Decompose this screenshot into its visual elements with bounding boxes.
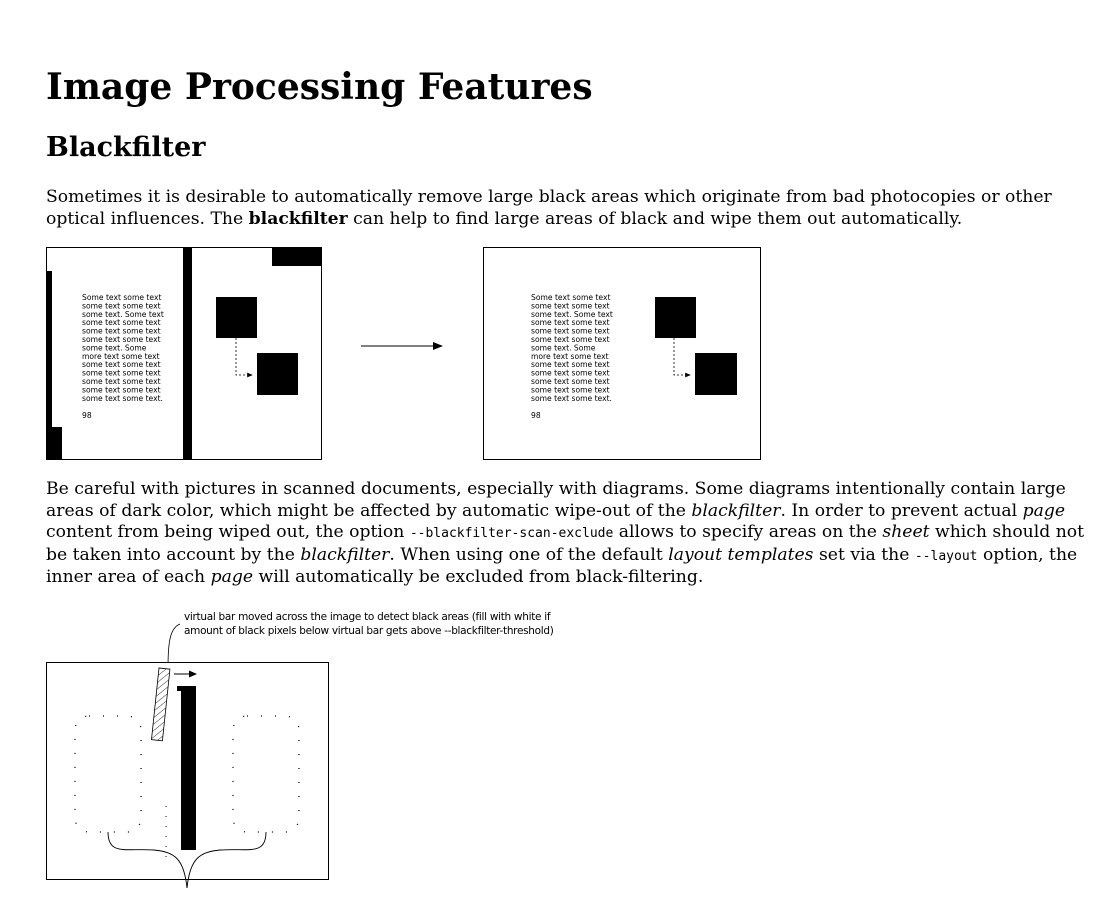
sample-text-line: some text. Some text — [531, 309, 613, 319]
after-black-square-1 — [655, 297, 696, 338]
sample-text-line: some text. Some text — [82, 309, 164, 319]
sample-text-line: some text some text — [531, 335, 610, 344]
sample-text-line: some text some text — [531, 360, 610, 370]
before-black-square-2 — [257, 353, 298, 395]
caution-text-7: set via the — [813, 544, 915, 565]
after-black-square-2 — [695, 353, 737, 395]
sample-text-line: some text some text — [531, 301, 610, 311]
section-heading: Blackfilter — [46, 132, 206, 163]
caution-text-5: which should not be taken into account by the — [46, 522, 1085, 565]
black-bar-cap — [177, 686, 196, 691]
sample-text-line: some text some text — [82, 301, 161, 311]
intro-bold-term: blackfilter — [248, 208, 348, 229]
sample-text-line: some text some text — [531, 368, 610, 378]
sample-text-line: more text some text — [531, 351, 609, 361]
caution-text-8: option, the inner area of each — [46, 544, 1078, 587]
caution-text-1: Be careful with pictures in scanned documents, especially with diagrams. Some diagrams intentionally contain large areas of dark color, which might be affected by automatic wipe-out of the — [46, 479, 1066, 521]
before-black-square-1 — [216, 297, 257, 338]
virtual-bar-caption-line2: amount of black pixels below virtual bar gets above --blackfilter-threshold) — [184, 625, 554, 637]
sample-text-line: some text some text. — [82, 393, 163, 403]
caution-text-3: content from being wiped out, the option — [46, 522, 410, 542]
virtual-bar-diagram — [46, 606, 646, 906]
caution-text-4: allows to specify areas on the — [613, 522, 883, 542]
blackfilter-before-after-figure — [46, 247, 766, 463]
intro-text-2: can help to find large areas of black and wipe them out automatically. — [347, 208, 963, 229]
before-sheet — [46, 247, 322, 460]
caution-italic-4: blackfilter — [300, 544, 390, 565]
sample-text-line: some text some text — [82, 335, 161, 344]
sample-text-line: some text some text — [82, 326, 161, 336]
sample-text-line: some text some text — [82, 385, 161, 395]
caution-italic-1: blackfilter — [691, 500, 781, 521]
sample-text-line: more text some text — [82, 351, 160, 361]
sample-page-number: 98 — [531, 411, 541, 421]
caution-text-9: will automatically be excluded from black-filtering. — [253, 567, 704, 587]
left-black-corner — [46, 427, 62, 460]
sample-text-line: some text some text. — [531, 393, 612, 403]
sample-page-number: 98 — [82, 411, 92, 421]
intro-text-1: Sometimes it is desirable to automatically remove large black areas which originate from bad photocopies or other optical influences. The — [46, 187, 1052, 229]
sample-text-line: some text some text — [82, 368, 161, 378]
caption-leader-line — [168, 624, 180, 668]
sample-text-line: some text some text — [82, 360, 161, 370]
blackfilter-intro-paragraph — [46, 187, 1086, 230]
black-middle-bar — [181, 687, 196, 850]
sample-text-line: some text some text — [82, 377, 161, 386]
sample-text-line: some text some text — [531, 326, 610, 336]
sample-text-line: some text. Some — [82, 343, 147, 353]
caution-italic-5: layout templates — [668, 544, 814, 565]
before-sample-text-block — [82, 293, 164, 420]
caution-italic-3: sheet — [882, 522, 930, 542]
virtual-bar-caption-line1: virtual bar moved across the image to detect black areas (fill with white if — [184, 611, 551, 623]
sample-text-line: some text some text — [531, 377, 610, 386]
sample-text-line: some text. Some — [531, 343, 596, 353]
sample-text-line: some text some text — [82, 318, 161, 328]
sample-text-line: Some text some text — [82, 293, 162, 302]
sample-text-line: some text some text — [531, 385, 610, 395]
after-sample-text-block — [531, 293, 613, 420]
left-black-border — [46, 271, 52, 429]
center-black-stripe — [183, 247, 192, 460]
option-layout: --layout — [914, 548, 978, 564]
top-right-black-area — [272, 247, 322, 266]
caution-text-6: . When using one of the default — [389, 544, 669, 565]
caution-text-2: . In order to prevent actual — [780, 500, 1023, 521]
option-scan-exclude: --blackfilter-scan-exclude — [409, 526, 614, 541]
blackfilter-caution-paragraph — [46, 479, 1086, 589]
caution-italic-6: page — [210, 567, 254, 587]
after-sheet — [484, 248, 761, 460]
sample-text-line: Some text some text — [531, 293, 611, 302]
page-title: Image Processing Features — [46, 66, 593, 108]
caution-italic-2: page — [1022, 500, 1066, 521]
sample-text-line: some text some text — [531, 318, 610, 328]
